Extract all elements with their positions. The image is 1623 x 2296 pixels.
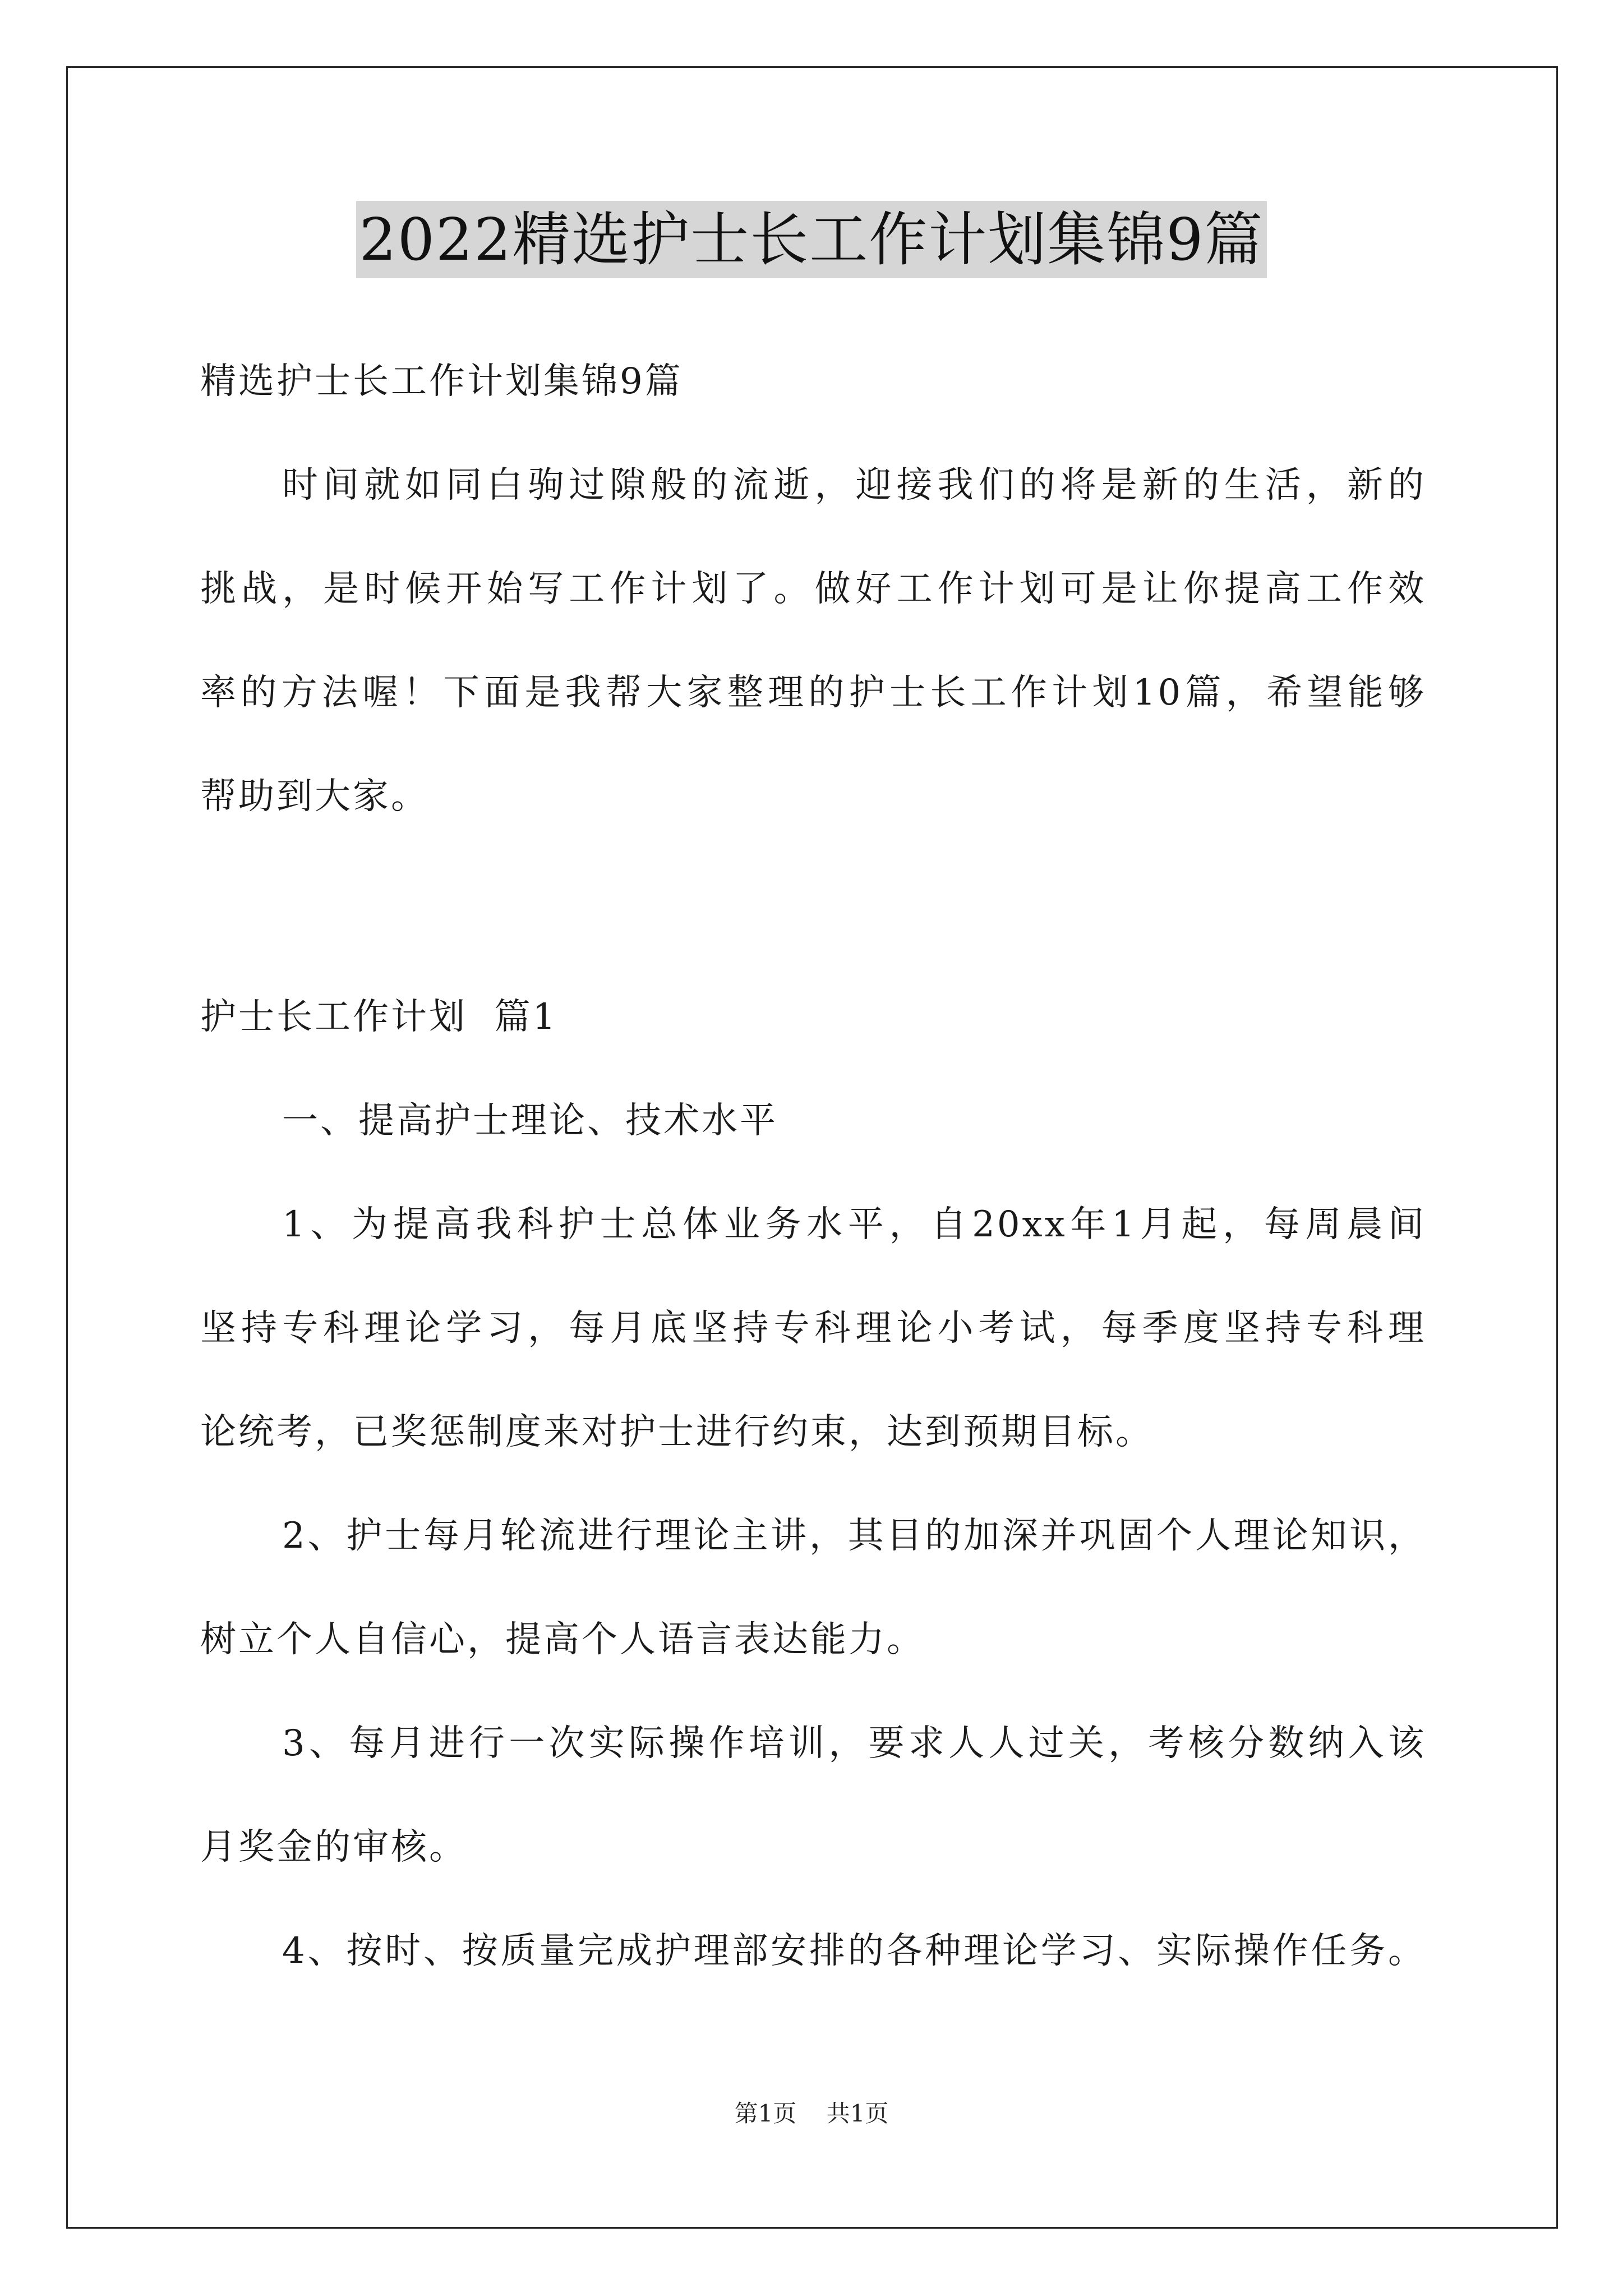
item-3-line-2: 月奖金的审核。 — [200, 1826, 467, 1868]
page-number-total: 共1页 — [826, 2100, 889, 2127]
intro-line-2: 挑战，是时候开始写工作计划了。做好工作计划可是让你提高工作效 — [200, 568, 1426, 610]
title-container — [0, 201, 1623, 278]
item-2-line-1: 2、护士每月轮流进行理论主讲，其目的加深并巩固个人理论知识， — [282, 1515, 1426, 1557]
page-number-current: 第1页 — [734, 2100, 797, 2127]
item-2-line-2: 树立个人自信心，提高个人语言表达能力。 — [200, 1619, 925, 1660]
intro-line-4: 帮助到大家。 — [200, 776, 429, 817]
item-1-line-3: 论统考，已奖惩制度来对护士进行约束，达到预期目标。 — [200, 1411, 1154, 1453]
item-1-line-1: 1、为提高我科护士总体业务水平，自20xx年1月起，每周晨间 — [282, 1204, 1426, 1245]
item-1-line-2: 坚持专科理论学习，每月底坚持专科理论小考试，每季度坚持专科理 — [200, 1308, 1426, 1349]
item-4-line-1: 4、按时、按质量完成护理部安排的各种理论学习、实际操作任务。 — [282, 1930, 1426, 1972]
intro-line-3: 率的方法喔！下面是我帮大家整理的护士长工作计划10篇，希望能够 — [200, 672, 1426, 714]
page-footer — [0, 2098, 1623, 2129]
section-heading: 护士长工作计划 篇1 — [200, 996, 558, 1038]
document-title: 2022精选护士长工作计划集锦9篇 — [356, 201, 1267, 278]
item-3-line-1: 3、每月进行一次实际操作培训，要求人人过关，考核分数纳入该 — [282, 1723, 1426, 1764]
sub-heading: 一、提高护士理论、技术水平 — [282, 1100, 778, 1142]
intro-line-1: 时间就如同白驹过隙般的流逝，迎接我们的将是新的生活，新的 — [282, 464, 1426, 506]
subtitle-line: 精选护士长工作计划集锦9篇 — [200, 361, 683, 402]
